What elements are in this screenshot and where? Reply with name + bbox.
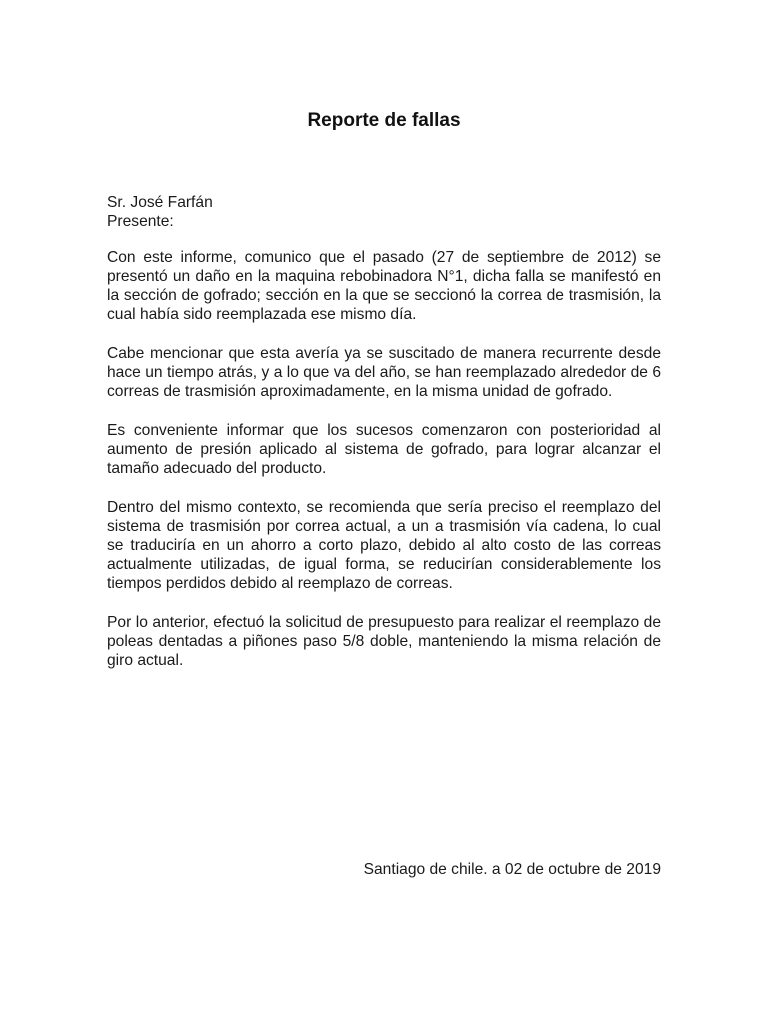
salutation: Presente: <box>107 213 174 230</box>
paragraph-recommendation: Dentro del mismo contexto, se recomienda que sería preciso el reemplazo del sistema de trasmisión por correa actual, a un a trasmisión vía cadena, lo cual se traduciría en un ahorro a corto plazo, debido al alto costo de las correas actualmente utilizadas, de igual forma, se reducirían considerablemente los tiempos perdidos debido al reemplazo de correas. <box>107 499 661 592</box>
paragraph-incident: Con este informe, comunico que el pasado (27 de septiembre de 2012) se presentó un daño en la maquina rebobinadora N°1, dicha falla se manifestó en la sección de gofrado; sección en la que se seccionó la correa de trasmisión, la cual había sido reemplazada ese mismo día. <box>107 249 661 323</box>
paragraph-cause: Es conveniente informar que los sucesos comenzaron con posterioridad al aumento de presión aplicado al sistema de gofrado, para lograr alcanzar el tamaño adecuado del producto. <box>107 422 661 477</box>
recipient-name: Sr. José Farfán <box>107 194 213 211</box>
greeting-block <box>107 193 661 231</box>
paragraph-request: Por lo anterior, efectuó la solicitud de presupuesto para realizar el reemplazo de poleas dentadas a piñones paso 5/8 doble, manteniendo la misma relación de giro actual. <box>107 614 661 669</box>
closing-place-date: Santiago de chile. a 02 de octubre de 2019 <box>363 861 661 878</box>
document-body <box>107 193 661 670</box>
document-title: Reporte de fallas <box>307 110 461 131</box>
paragraph-recurrence: Cabe mencionar que esta avería ya se suscitado de manera recurrente desde hace un tiempo atrás, y a lo que va del año, se han reemplazado alrededor de 6 correas de trasmisión aproximadamente, en la misma unidad de gofrado. <box>107 345 661 400</box>
